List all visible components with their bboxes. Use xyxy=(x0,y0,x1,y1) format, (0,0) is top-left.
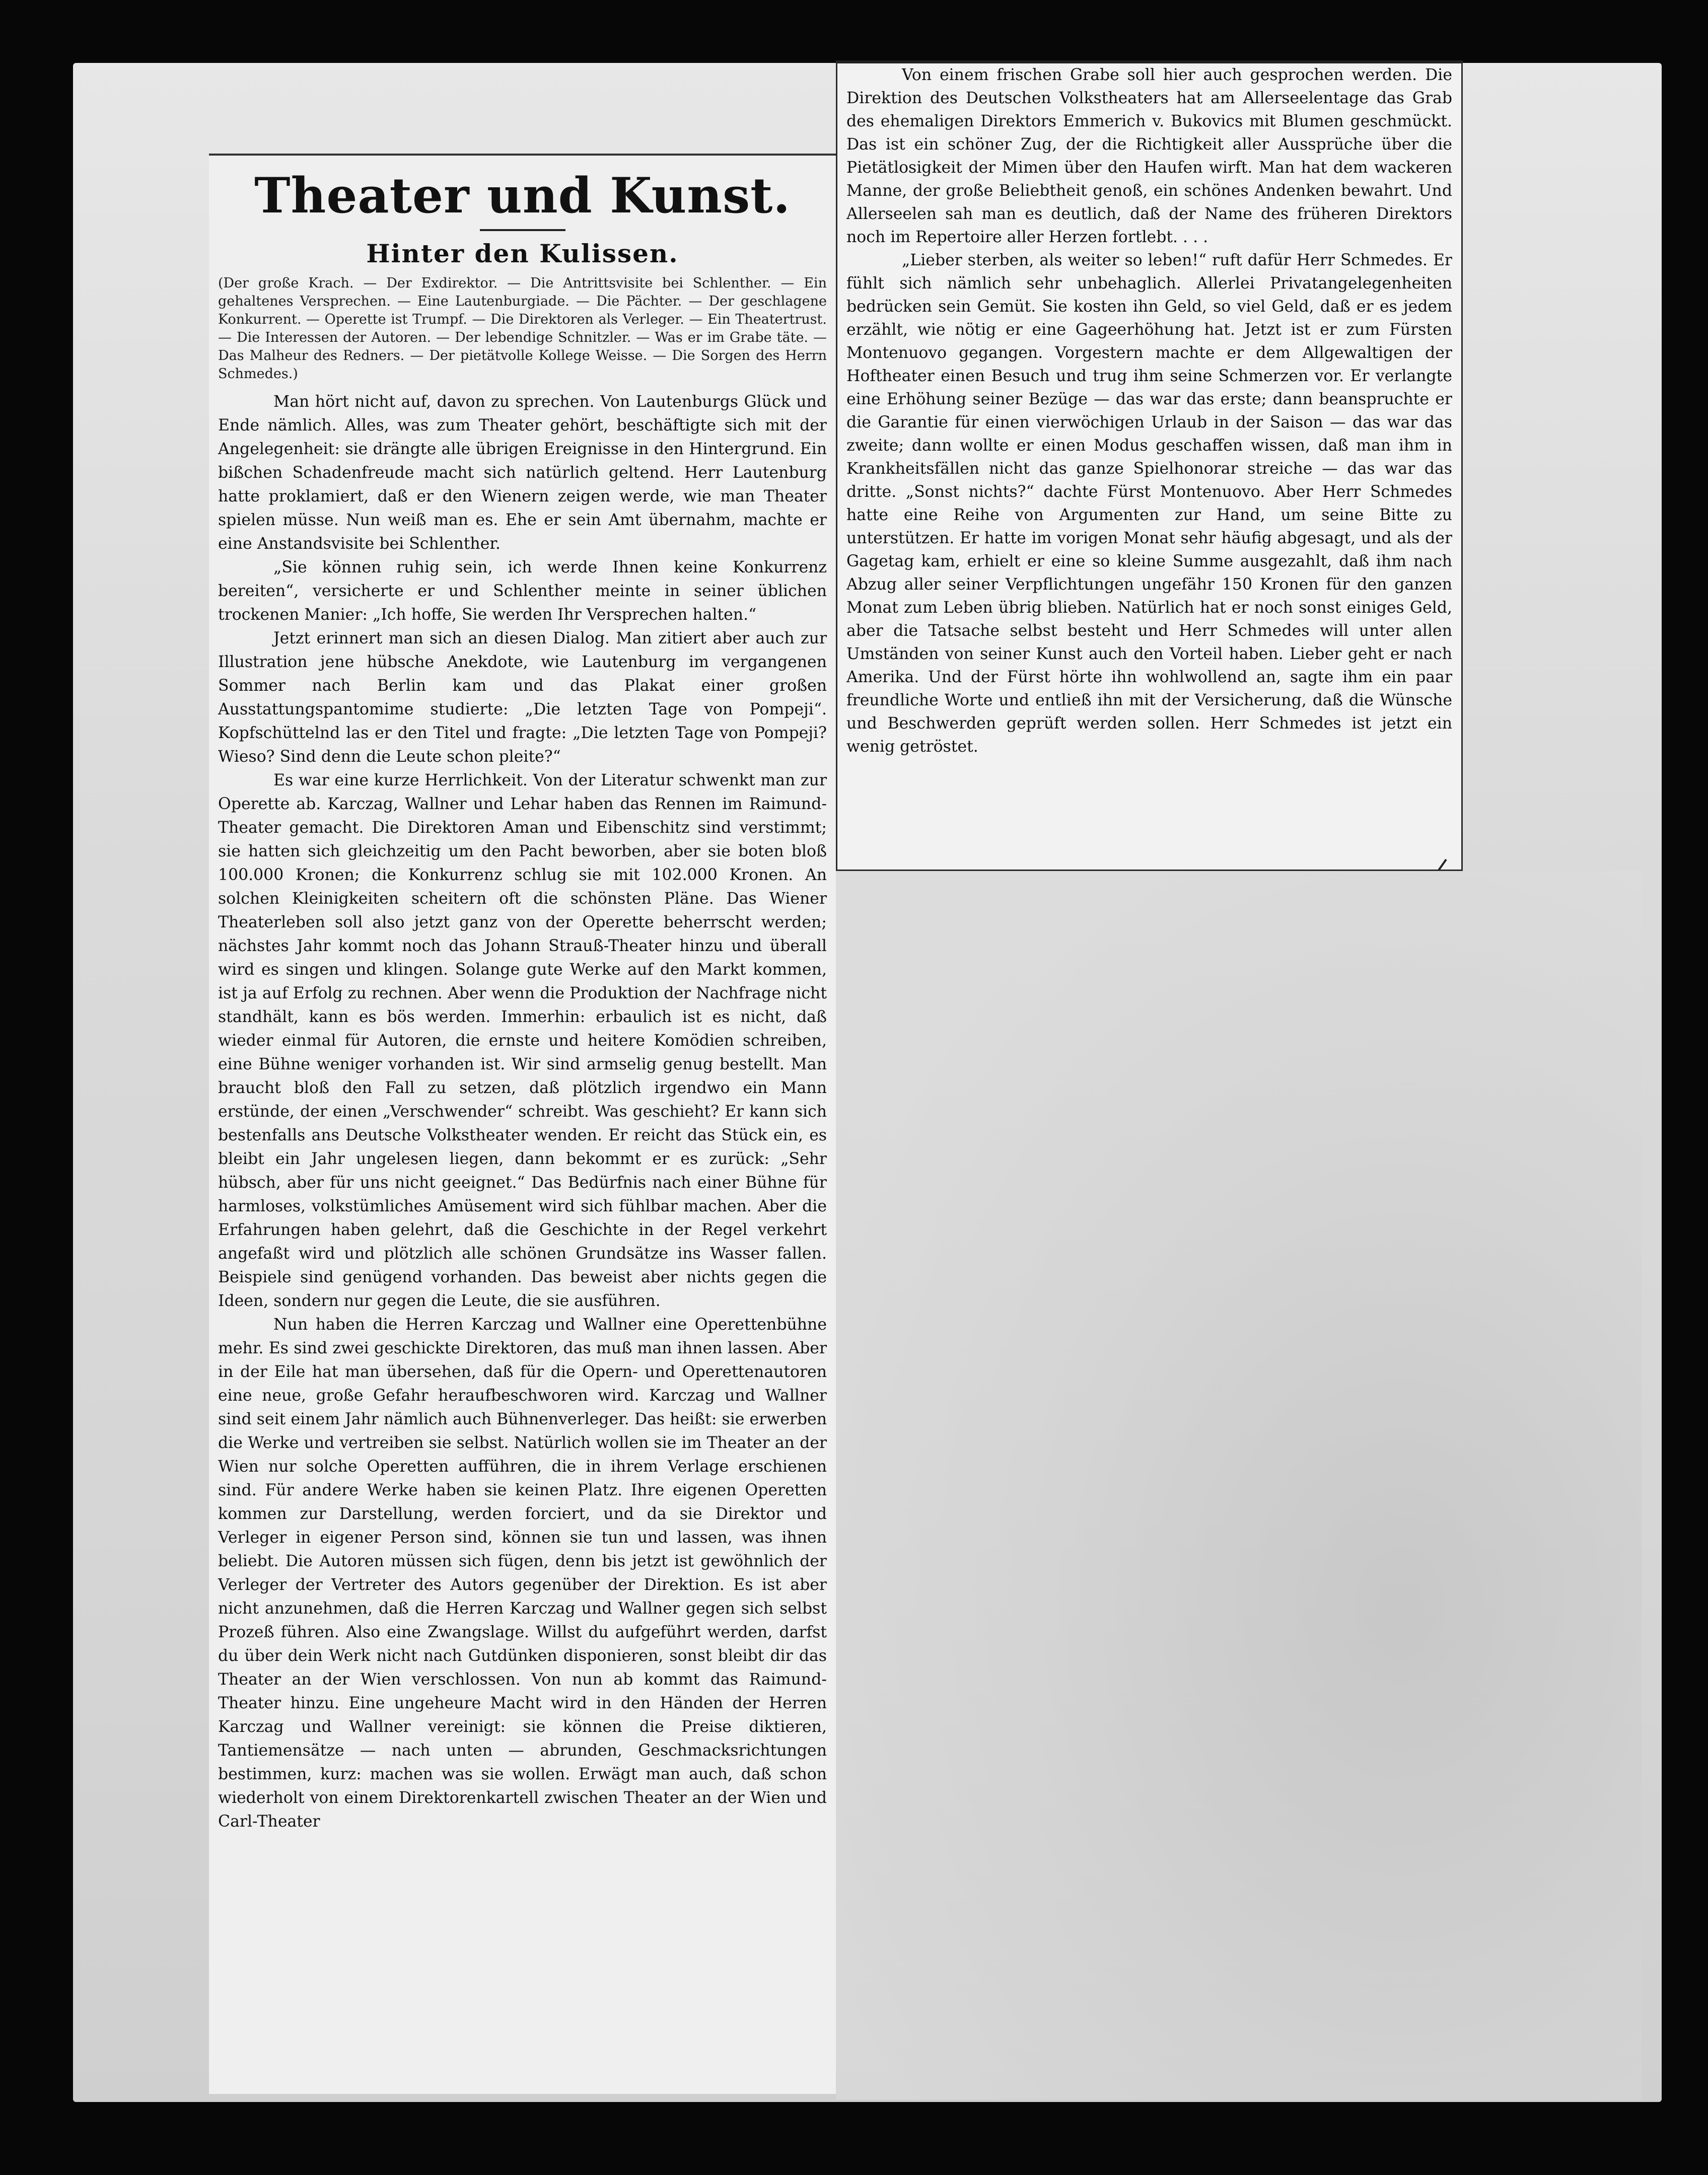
article-summary: (Der große Krach. — Der Exdirektor. — Die Antrittsvisite bei Schlenther. — Ein gehaltenes Versprechen. — Eine Lautenburgiade. — Die Pächter. — Der geschlagene Konkurrent. — Operette ist Trumpf. — Die Direktoren als Verleger. — Ein Theatertrust. — Die Interessen der Autoren. — Der lebendige Schnitzler. — Was er im Grabe täte. — Das Malheur des Redners. — Der pietätvolle Kollege Weisse. — Die Sorgen des Herrn Schmedes.) xyxy=(218,275,827,382)
paragraph: Man hört nicht auf, davon zu sprechen. Von Lautenburgs Glück und Ende nämlich. Alles, was zum Theater gehört, beschäftigte sich mit der Angelegenheit: sie drängte alle übrigen Ereignisse in den Hintergrund. Ein bißchen Schadenfreude macht sich natürlich geltend. Herr Lautenburg hatte proklamiert, daß er den Wienern zeigen werde, wie man Theater spielen müsse. Nun weiß man es. Ehe er sein Amt übernahm, machte er eine Anstandsvisite bei Schlenther. xyxy=(218,393,827,553)
newspaper-clipping-left xyxy=(209,154,836,2094)
newspaper-clipping-right xyxy=(836,60,1463,871)
title-divider xyxy=(480,229,565,231)
paragraph: Es war eine kurze Herrlichkeit. Von der Literatur schwenkt man zur Operette ab. Karczag, Wallner und Lehar haben das Rennen im Raimund-Theater gemacht. Die Direktoren Aman und Eibenschitz sind verstimmt; sie hatten sich gleichzeitig um den Pacht beworben, aber sie boten bloß 100.000 Kronen; die Konkurrenz schlug sie mit 102.000 Kronen. An solchen Kleinigkeiten scheitern oft die schönsten Pläne. Das Wiener Theaterleben soll also jetzt ganz von der Operette beherrscht werden; nächstes Jahr kommt noch das Johann Strauß-Theater hinzu und überall wird es singen und klingen. Solange gute Werke auf den Markt kommen, ist ja auf Erfolg zu rechnen. Aber wenn die Produktion der Nachfrage nicht standhält, kann es bös werden. Immerhin: erbaulich ist es nicht, daß wieder einmal für Autoren, die ernste und heitere Komödien schreiben, eine Bühne weniger vorhanden ist. Wir sind armselig genug bestellt. Man braucht bloß den Fall zu setzen, daß plötzlich irgendwo ein Mann erstünde, der einen „Verschwender“ schreibt. Was geschieht? Er kann sich bestenfalls ans Deutsche Volkstheater wenden. Er reicht das Stück ein, es bleibt ein Jahr ungelesen liegen, dann bekommt er es zurück: „Sehr hübsch, aber für uns nicht geeignet.“ Das Bedürfnis nach einer Bühne für harmloses, volkstümliches Amüsement wird sich fühlbar machen. Aber die Erfahrungen haben gelehrt, daß die Geschichte in der Regel verkehrt angefaßt wird und plötzlich alle schönen Grundsätze ins Wasser fallen. Beispiele sind genügend vorhanden. Das beweist aber nichts gegen die Ideen, sondern nur gegen die Leute, die sie ausführen. xyxy=(218,771,827,1310)
pencil-mark xyxy=(1408,859,1447,871)
paragraph: Von einem frischen Grabe soll hier auch gesprochen werden. Die Direktion des Deutschen Volkstheaters hat am Allerseelentage das Grab des ehemaligen Direktors Emmerich v. Bukovics mit Blumen geschmückt. Das ist ein schöner Zug, der die Richtigkeit aller Aussprüche über die Pietätlosigkeit der Mimen über den Haufen wirft. Man hat dem wackeren Manne, der große Beliebtheit genoß, ein schönes Andenken bewahrt. Und Allerseelen sah man es deutlich, daß der Name des früheren Direktors noch im Repertoire aller Herzen fortlebt. . . . xyxy=(846,66,1452,246)
paragraph: Nun haben die Herren Karczag und Wallner eine Operettenbühne mehr. Es sind zwei geschickte Direktoren, das muß man ihnen lassen. Aber in der Eile hat man übersehen, daß für die Opern- und Operettenautoren eine neue, große Gefahr heraufbeschworen wird. Karczag und Wallner sind seit einem Jahr nämlich auch Bühnenverleger. Das heißt: sie erwerben die Werke und vertreiben sie selbst. Natürlich wollen sie im Theater an der Wien nur solche Operetten aufführen, die in ihrem Verlage erschienen sind. Für andere Werke haben sie keinen Platz. Ihre eigenen Operetten kommen zur Darstellung, werden forciert, und da sie Direktor und Verleger in eigener Person sind, können sie tun und lassen, was ihnen beliebt. Die Autoren müssen sich fügen, denn bis jetzt ist gewöhnlich der Verleger der Vertreter des Autors gegenüber der Direktion. Es ist aber nicht anzunehmen, daß die Herren Karczag und Wallner gegen sich selbst Prozeß führen. Also eine Zwangslage. Willst du aufgeführt werden, darfst du über dein Werk nicht nach Gutdünken disponieren, sonst bleibt dir das Theater an der Wien verschlossen. Von nun ab kommt das Raimund-Theater hinzu. Eine ungeheure Macht wird in den Händen der Herren Karczag und Wallner vereinigt: sie können die Preise diktieren, Tantiemensätze — nach unten — abrunden, Geschmacksrichtungen bestimmen, kurz: machen was sie wollen. Erwägt man auch, daß schon wiederholt von einem Direktorenkartell zwischen Theater an der Wien und Carl-Theater xyxy=(218,1316,827,1831)
paragraph: „Sie können ruhig sein, ich werde Ihnen keine Konkurrenz bereiten“, versicherte er und Schlenther meinte in seiner üblichen trockenen Manier: „Ich hoffe, Sie werden Ihr Versprechen halten.“ xyxy=(218,558,827,624)
section-title: Theater und Kunst. xyxy=(254,167,791,224)
paragraph: Jetzt erinnert man sich an diesen Dialog. Man zitiert aber auch zur Illustration jene hübsche Anekdote, wie Lautenburg im vergangenen Sommer nach Berlin kam und das Plakat einer großen Ausstattungspantomime studierte: „Die letzten Tage von Pompeji“. Kopfschüttelnd las er den Titel und fragte: „Die letzten Tage von Pompeji? Wieso? Sind denn die Leute schon pleite?“ xyxy=(218,629,827,766)
article-title: Hinter den Kulissen. xyxy=(366,239,679,268)
paragraph: „Lieber sterben, als weiter so leben!“ ruft dafür Herr Schmedes. Er fühlt sich nämlich sehr unbehaglich. Allerlei Privatangelegenheiten bedrücken sein Gemüt. Sie kosten ihn Geld, so viel Geld, daß er es jedem erzählt, wie nötig er eine Gageerhöhung hat. Jetzt ist er zum Fürsten Montenuovo gegangen. Vorgestern machte er dem Allgewaltigen der Hoftheater einen Besuch und trug ihm seine Schmerzen vor. Er verlangte eine Erhöhung seiner Bezüge — das war das erste; dann beanspruchte er die Garantie für einen vierwöchigen Urlaub in der Saison — das war das zweite; dann wollte er einen Modus geschaffen wissen, daß man ihm in Krankheitsfällen nicht das ganze Spielhonorar streiche — das war das dritte. „Sonst nichts?“ dachte Fürst Montenuovo. Aber Herr Schmedes hatte eine Reihe von Argumenten zur Hand, um seine Bitte zu unterstützen. Er hatte im vorigen Monat sehr häufig abgesagt, und als der Gagetag kam, erhielt er eine so kleine Summe ausgezahlt, daß ihm nach Abzug aller seiner Verpflichtungen ungefähr 150 Kronen für den ganzen Monat zum Leben übrig blieben. Natürlich hat er noch sonst einiges Geld, aber die Tatsache selbst besteht und Herr Schmedes will unter allen Umständen von seiner Kunst auch den Vorteil haben. Lieber geht er nach Amerika. Und der Fürst hörte ihn wohlwollend an, sagte ihm ein paar freundliche Worte und entließ ihn mit der Versicherung, daß die Wünsche und Beschwerden geprüft werden sollen. Herr Schmedes ist jetzt ein wenig getröstet. xyxy=(846,251,1452,756)
left-column xyxy=(209,166,836,1834)
paper-shadow xyxy=(836,871,1642,2099)
right-column xyxy=(837,63,1461,758)
